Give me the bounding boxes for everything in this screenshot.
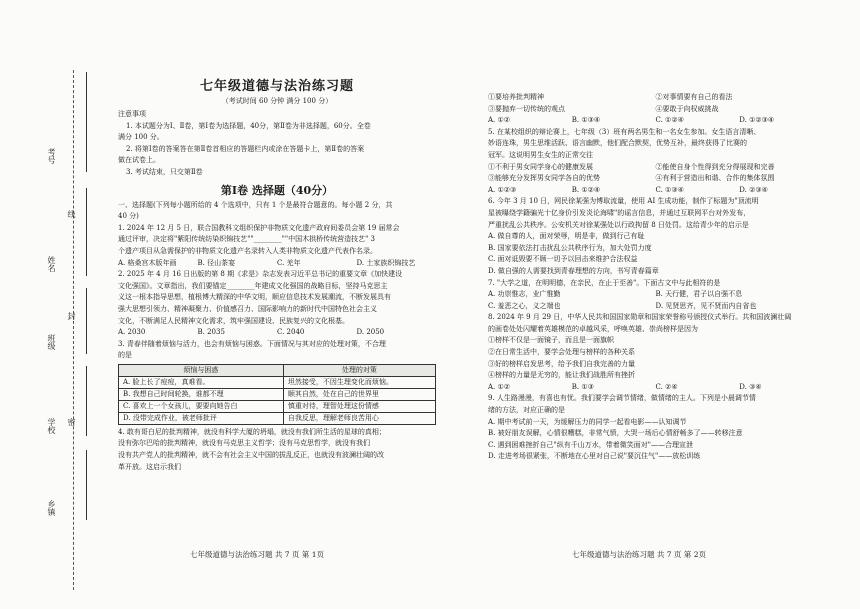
- statement: ③要抛弃一切传统的观点: [488, 104, 565, 113]
- option-a: A. 2030: [118, 328, 146, 337]
- question-6-text: 6. 今年 3 月 10 日，网民徐某强为博取流量，使用 AI 生成功能，制作了标题为"顶流明: [488, 197, 759, 206]
- town-label: 乡镇: [47, 500, 56, 516]
- question-5-text: 5. 在某校组织的辩论赛上，七年级（3）班有两名男生和一名女生参加。女生语言清晰、: [488, 127, 761, 136]
- option-a: A. 期中考试前一天，为缓解压力的同学一起看电影——认知调节: [488, 417, 687, 426]
- note-line: 满分 100 分。: [118, 133, 164, 142]
- table-cell: 自我反思，理解老师良苦用心: [283, 412, 435, 424]
- question-8-text: 8. 2024 年 9 月 29 日，中华人民共和国国家勋章和国家荣誉称号颁授仪式举行。共和国波澜壮阔: [488, 313, 792, 322]
- option-c: C. 2040: [277, 328, 305, 337]
- note-line: 2. 将第Ⅰ卷的答案答在第Ⅱ卷首相应的答题栏内或涂在答题卡上，第Ⅱ卷的答案: [126, 144, 365, 153]
- section-intro: 40 分): [118, 212, 139, 221]
- note-line: 3. 考试结束，只交第Ⅱ卷: [126, 167, 203, 176]
- question-2-text: 义这一根本指导思想，植根博大精深的中华文明，顺应信息技术发展潮流，不断发展具有: [118, 293, 391, 302]
- name-underline: [86, 188, 87, 276]
- question-8-choices: [488, 382, 823, 394]
- question-4-statements: [488, 104, 823, 116]
- question-4-text: 4. 敢有哥白尼的批判精神，就没有科学大厦的坍塌，就没有我们所生活的星球的真相；: [118, 427, 386, 436]
- question-9-text: 绪的方法，对应正确的是: [488, 406, 565, 415]
- question-3-text: 3. 青春伴随着烦恼与活力，也会有烦恼与困惑。下面情况与其对应的处理对策，不合理: [118, 339, 386, 348]
- page-2-footer: 七年级道德与法治练习题 共 7 页 第 2页: [572, 550, 706, 559]
- question-1-options: [118, 258, 436, 270]
- question-5-statements: [488, 173, 823, 185]
- question-2-text: 强大思想引领力、精神凝聚力、价值感召力、国际影响力的新时代中国特色社会主义: [118, 304, 377, 313]
- question-4-choices: [488, 115, 823, 127]
- option-b: B. 被好朋友误解，心情很糟糕，非常气愤，大哭一场后心情舒畅多了——转移注意: [488, 429, 743, 438]
- question-5-choices: [488, 185, 823, 197]
- exam-no-label: 考号: [47, 148, 56, 164]
- notes-heading: 注意事项: [118, 110, 146, 118]
- statement: ②能使自身个性得到充分得展现和完善: [655, 162, 775, 171]
- question-2-text: 文化强国》。文章指出，我们要锚定________年建成文化强国的战略目标，坚持马克思主: [118, 281, 388, 290]
- binding-margin: [0, 0, 95, 609]
- option-b: B. 2035: [197, 328, 225, 337]
- option-b: B. 天行健，君子以自强不息: [655, 290, 743, 299]
- option-c: C. 面对诋毁要不顾一切予以回击来维护合法权益: [488, 255, 638, 264]
- table-header: 处理的对策: [283, 364, 435, 376]
- statement: ②对事情要有自己的看法: [655, 93, 733, 101]
- option-b: B. ①③④: [571, 116, 601, 125]
- option-c: C. 羌年: [277, 258, 301, 267]
- statement: ①要培养批判精神: [488, 93, 544, 101]
- option-a: A. ①②: [488, 116, 511, 125]
- question-5-text: 冠军。这说明男生女生的正常交往: [488, 150, 593, 159]
- option-d: D. 做自强的人需要找到青春理想的方向，书写青春篇章: [488, 266, 659, 275]
- option-b: B. ①③: [571, 382, 594, 391]
- binding-line-char: 线: [67, 210, 76, 218]
- option-b: B. 径山茶宴: [197, 258, 236, 267]
- school-label: 学校: [47, 418, 56, 434]
- option-b: B. ①②④: [571, 185, 601, 194]
- binding-cut-char: 密: [67, 418, 76, 426]
- table-cell: C. 喜欢上一个女孩儿，要要向她告白: [119, 400, 284, 412]
- table-cell: 坦然接受，不因生理变化而烦恼。: [283, 376, 435, 388]
- question-4-statements: [488, 92, 823, 104]
- option-c: C. ①③④: [655, 185, 684, 194]
- name-label: 姓名: [47, 256, 56, 272]
- question-4-text: 没有弥尔巴哈的批判精神，就没有马克思主义哲学；没有马克思哲学，就没有我们: [118, 439, 370, 448]
- option-a: A. 功崇惟志，业广惟勤: [488, 290, 561, 299]
- table-cell: 慎重对待，理智处理这份情感: [283, 400, 435, 412]
- option-d: D. 土家族织锦技艺: [356, 258, 416, 267]
- section-title: 第Ⅰ卷 选择题（40分）: [220, 183, 334, 197]
- option-c: C. ②④: [655, 382, 678, 391]
- question-8-text: 的画卷处处闪耀着英雄模范的卓越风采，呼唤英雄、崇尚榜样是因为: [488, 324, 698, 333]
- question-7-text: 7. "大学之道，在明明德，在亲民，在止于至善"。下面古文中与此相符的是: [488, 278, 721, 287]
- table-row: [119, 376, 436, 388]
- statement: ①榜样不仅是一面镜子，而且是一面旗帜: [488, 336, 614, 345]
- question-1-text: 通过评审，决定将"紫阳传统纺染织锦技艺""________""中国木拱桥传统营造技艺" 3: [118, 235, 375, 244]
- exam-no-underline: [86, 72, 87, 172]
- question-7-options: [488, 289, 823, 301]
- section-intro: 一、选择题(下列每小题所给的 4 个选项中，只有 1 个是最符合题意的。每小题 2 分，共: [118, 200, 393, 209]
- table-cell: D. 没带完成作业，被老师批评: [119, 412, 284, 424]
- cut-line: [73, 70, 74, 590]
- question-7-options: [488, 301, 823, 313]
- table-row: [119, 412, 436, 424]
- option-c: C. 羞恶之心，义之端也: [488, 301, 561, 310]
- question-2-options: [118, 327, 436, 339]
- option-d: D. ③④: [739, 382, 762, 391]
- option-b: B. 国家要依法打击扰乱公共秩序行为，加大处罚力度: [488, 243, 652, 252]
- option-c: C. ①②④: [655, 116, 684, 125]
- table-cell: B. 我想自己时间轮换，谁都不理: [119, 388, 284, 400]
- table-cell: A. 脸上长了痘痘，真难看。: [119, 376, 284, 388]
- table-row: [119, 388, 436, 400]
- note-line: 做在试卷上。: [118, 156, 160, 165]
- option-d: D. ②③④: [739, 185, 768, 194]
- page-1: [118, 75, 436, 473]
- option-a: A. ①②③: [488, 185, 517, 194]
- option-c: C. 遇到困难挫折自己"纵有千山万水，带着微笑面对"——合理宣泄: [488, 440, 693, 449]
- option-a: A. ①②: [488, 382, 511, 391]
- question-2-text: 2. 2025 年 4 月 16 日出版的第 8 期《求是》杂志发表习近平总书记的重要文章《加快建设: [118, 270, 403, 279]
- question-1-text: 1. 2024 年 12 月 5 日，联合国教科文组织保护非物质文化遗产政府间委员会第 19 届常会: [118, 223, 400, 232]
- option-a: A. 做自尊的人，面对荣辱，明是非，做到行己有耻: [488, 232, 645, 241]
- question-3-table: [118, 364, 436, 425]
- exam-title: 七年级道德与法治练习题: [199, 79, 354, 94]
- question-2-text: 文化，不断满足人民精神文化需求，筑牢强国建设、民族复兴的文化根基。: [118, 316, 349, 325]
- statement: ②在日常生活中，要学会处理与榜样的各种关系: [488, 348, 635, 357]
- question-5-statements: [488, 162, 823, 174]
- statement: ③好的榜样启发思考，给予我们自我完善的力量: [488, 359, 635, 368]
- question-4-text: 没有共产党人的批判精神，就不会有社会主义中国的拔乱反正，也就没有波澜壮阔的改: [118, 451, 384, 460]
- class-label: 班级: [47, 334, 56, 350]
- table-row: [119, 400, 436, 412]
- note-line: 1. 本试题分为Ⅰ、Ⅱ卷，第Ⅰ卷为选择题，40分，第Ⅱ卷为非选择题，60分。全卷: [126, 121, 371, 130]
- question-9-text: 9. 人生路漫漫，有喜也有忧。我们要学会调节情绪，做情绪的主人。下列是小晨调节情: [488, 394, 756, 403]
- question-6-text: 严重扰乱公共秩序。公安机关对徐某强处以行政拘留 8 日处罚。这给青少年的启示是: [488, 220, 749, 229]
- option-d: D. 2050: [356, 328, 385, 337]
- page-1-footer: 七年级道德与法治练习题 共 7 页 第 1页: [190, 550, 324, 559]
- binding-seal-char: 封: [67, 312, 76, 320]
- statement: ④有利于营造出和谐、合作的集体氛围: [655, 174, 775, 183]
- statement: ①不利于男女同学身心的健康发展: [488, 162, 593, 171]
- school-underline: [86, 366, 87, 436]
- option-d: D. ①②③④: [739, 116, 775, 125]
- question-4-text: 革开放。这启示我们: [118, 462, 181, 471]
- question-1-text: 个遗产项目从急需保护的非物质文化遗产名录转入人类非物质文化遗产代表作名录。: [118, 246, 377, 255]
- statement: ④榜样的力量是无穷的，能让我们战胜所有挫折: [488, 371, 635, 380]
- exam-subtitle: （考试时间 60 分钟 满分 100 分）: [221, 97, 333, 105]
- table-cell: 顺其自然，处在自己的世界里: [283, 388, 435, 400]
- option-d: D. 见贤思齐，见不贤而内自省也: [655, 301, 757, 310]
- town-underline: [86, 450, 87, 520]
- statement: ③能够充分发挥男女同学各自的优势: [488, 174, 600, 183]
- table-header: 烦恼与困惑: [119, 364, 284, 376]
- question-6-text: 星被曝绕学籍骗光十亿身价引发炎论海啸"的谣言信息，并通过互联网平台对外发布，: [488, 208, 751, 217]
- statement: ④要敢于向权威挑战: [655, 104, 719, 113]
- question-3-text: 的是: [118, 351, 132, 360]
- option-a: A. 格桑宫木版年画: [118, 258, 177, 267]
- page-2: [488, 92, 823, 463]
- class-underline: [86, 288, 87, 354]
- option-d: D. 走进考场很紧张，不断地在心里对自己说"要沉住气"——放松训练: [488, 452, 701, 461]
- question-5-text: 妙语连珠，男生思维活跃、语言幽默，他们配合默契，优势互补，最终获得了比赛的: [488, 139, 747, 148]
